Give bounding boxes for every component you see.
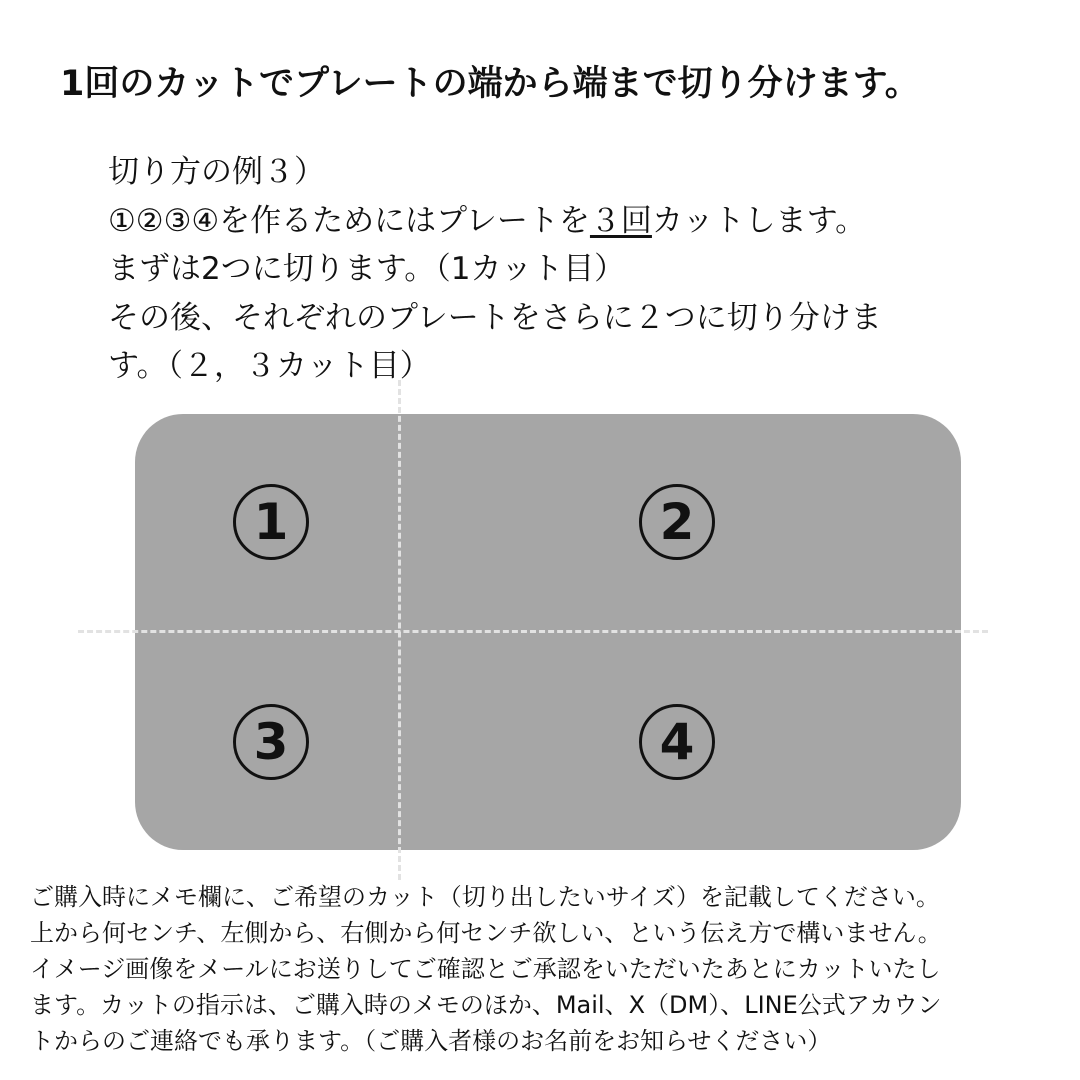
example-line-first-cut: まずは2つに切ります。（1カット目） — [108, 251, 626, 287]
cut-example-text — [108, 148, 1008, 391]
notes-line-5: トからのご連絡でも承ります。（ご購入者様のお名前をお知らせください） — [30, 1027, 832, 1055]
example-line-cut-count-before: ①②③④を作るためにはプレートを — [108, 202, 590, 239]
example-title: 切り方の例３） — [108, 154, 325, 190]
example-line-second-cut-cont: す。（２，３カット目） — [108, 348, 431, 384]
horizontal-cut-line — [78, 630, 988, 633]
cut-diagram — [0, 380, 1080, 880]
example-line-second-cut: その後、それぞれのプレートをさらに２つに切り分けま — [108, 299, 882, 336]
piece-4-label: 4 — [639, 704, 715, 780]
example-line-cut-count — [108, 197, 1008, 246]
piece-1-label: 1 — [233, 484, 309, 560]
notes-line-4: ます。カットの指示は、ご購入時のメモのほか、Mail、X（DM）、LINE公式アカウン — [30, 991, 942, 1019]
piece-2-label: 2 — [639, 484, 715, 560]
example-line-cut-count-after: カットします。 — [651, 202, 867, 239]
notes-line-3: イメージ画像をメールにお送りしてご確認とご承認をいただいたあとにカットいたし — [30, 955, 941, 983]
ordering-notes — [30, 879, 1070, 1059]
notes-line-1: ご購入時にメモ欄に、ご希望のカット（切り出したいサイズ）を記載してください。 — [30, 883, 940, 911]
page-heading: 1回のカットでプレートの端から端まで切り分けます。 — [60, 64, 920, 104]
piece-3-label: 3 — [233, 704, 309, 780]
cut-count-emphasis: ３回 — [589, 202, 652, 239]
notes-line-2: 上から何センチ、左側から、右側から何センチ欲しい、という伝え方で構いません。 — [30, 919, 942, 947]
